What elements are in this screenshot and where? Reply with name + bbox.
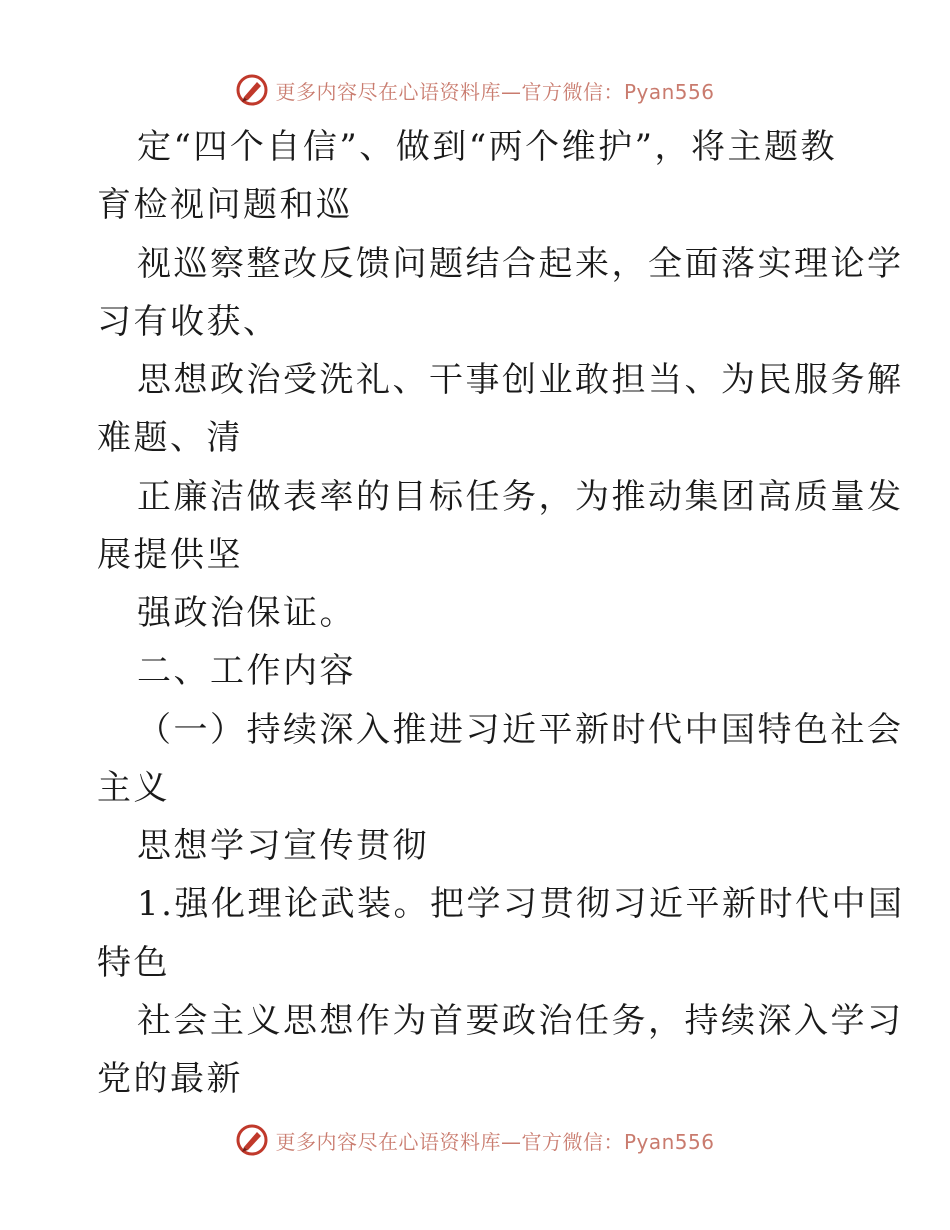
text-line: 正廉洁做表率的目标任务，为推动集团高质量发 [137, 477, 904, 517]
text-line: 视巡察整改反馈问题结合起来，全面落实理论学 [137, 244, 904, 284]
text-line: 主义 [97, 768, 170, 808]
pen-logo-icon [235, 73, 269, 107]
text-line: 党的最新 [97, 1059, 243, 1099]
text-line: 强政治保证。 [137, 593, 356, 633]
header-watermark [0, 70, 950, 110]
text-line: 思想政治受洗礼、干事创业敢担当、为民服务解 [137, 360, 904, 400]
subsection-heading: （一）持续深入推进习近平新时代中国特色社会 [137, 710, 904, 750]
watermark-text: 更多内容尽在心语资料库—官方微信：Pyan556 [275, 1129, 715, 1154]
pen-logo-icon [235, 1123, 269, 1157]
text-line: 展提供坚 [97, 535, 243, 575]
text-line: 特色 [97, 943, 170, 983]
footer-watermark [0, 1120, 950, 1160]
text-line: 社会主义思想作为首要政治任务，持续深入学习 [137, 1001, 904, 1041]
text-line: 育检视问题和巡 [97, 185, 353, 225]
text-line: 习有收获、 [97, 302, 280, 342]
text-line: 1.强化理论武装。把学习贯彻习近平新时代中国 [137, 884, 905, 924]
section-heading: 二、工作内容 [137, 651, 356, 691]
text-line: 思想学习宣传贯彻 [137, 826, 429, 866]
watermark-text: 更多内容尽在心语资料库—官方微信：Pyan556 [275, 79, 715, 104]
text-line: 难题、清 [97, 418, 243, 458]
text-line: 定“四个自信”、做到“两个维护”，将主题教 [137, 127, 838, 167]
